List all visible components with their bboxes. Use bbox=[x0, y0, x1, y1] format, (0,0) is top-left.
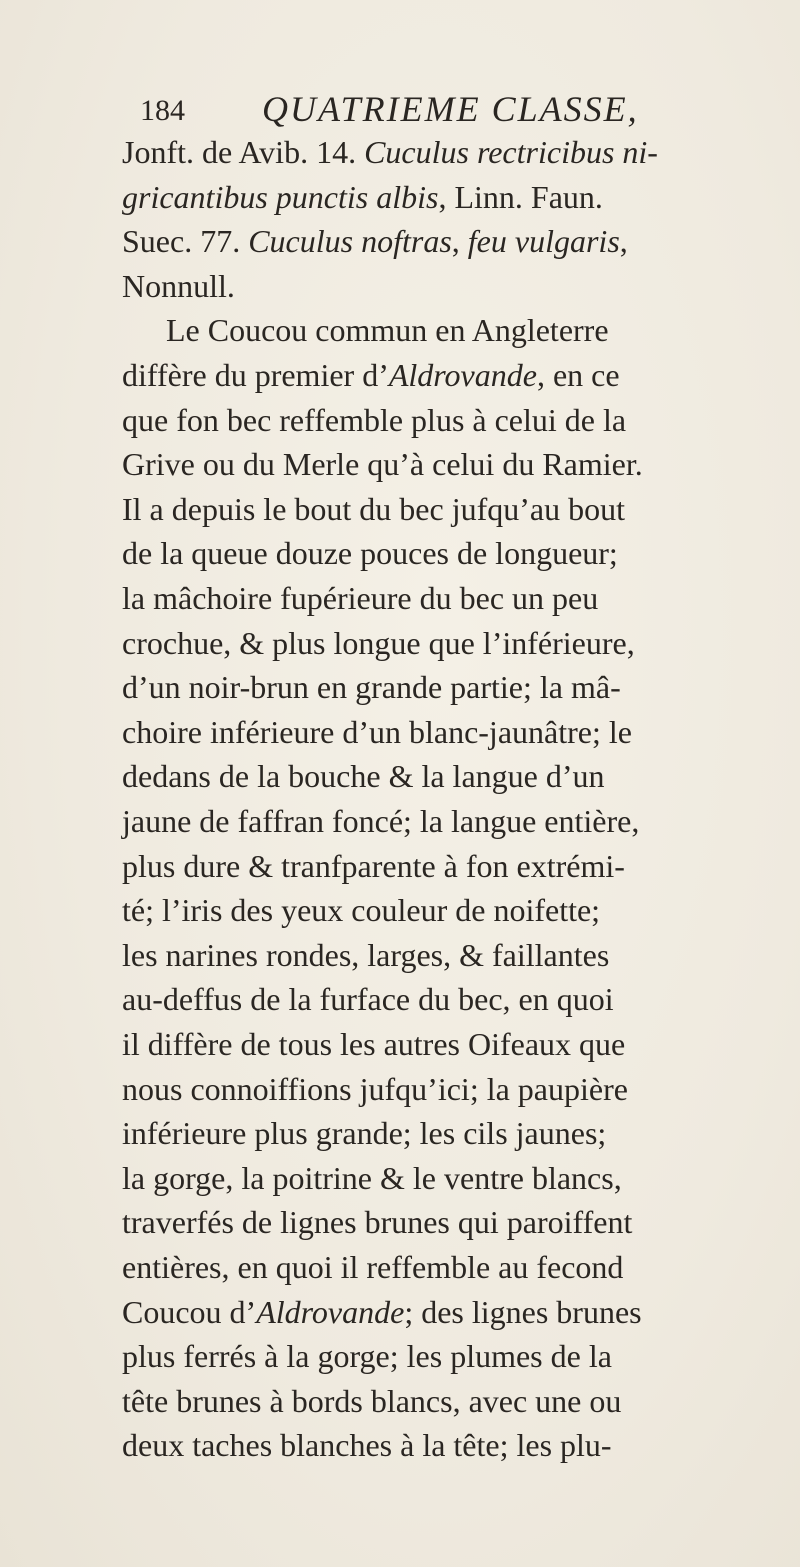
text-line bbox=[122, 398, 626, 442]
text-line bbox=[122, 1379, 621, 1423]
text-line bbox=[122, 1111, 606, 1155]
text-line bbox=[122, 1022, 625, 1066]
text-line bbox=[122, 1423, 612, 1467]
text-line bbox=[122, 531, 618, 575]
text-segment: Coucou d’ bbox=[122, 1293, 257, 1330]
text-line bbox=[122, 576, 598, 620]
text-line bbox=[122, 1067, 628, 1111]
text-line bbox=[122, 219, 628, 263]
text-segment: , en ce bbox=[536, 357, 620, 393]
text-line bbox=[122, 1290, 642, 1334]
text-segment: que fon bec reffemble plus à celui de la bbox=[122, 401, 627, 438]
text-segment: Le Coucou commun en Angleterre bbox=[166, 312, 609, 349]
text-line bbox=[122, 353, 620, 397]
text-segment: , bbox=[451, 223, 468, 260]
text-line bbox=[122, 888, 600, 932]
text-line bbox=[122, 442, 643, 486]
text-segment: entières, en quoi il reffemble au fecond bbox=[122, 1249, 624, 1285]
text-segment: crochue, & plus longue que l’inférieure, bbox=[122, 624, 635, 661]
text-segment: jaune de faffran foncé; la langue entière, bbox=[122, 803, 640, 839]
text-segment: les narines rondes, larges, & faillantes bbox=[122, 936, 610, 973]
text-segment: deux taches blanches à la tête; les plu- bbox=[122, 1427, 612, 1464]
text-line bbox=[122, 844, 625, 888]
text-segment: nous connoiffions jufqu’ici; la paupière bbox=[122, 1070, 628, 1107]
italic-text: Aldrovande bbox=[256, 1293, 405, 1330]
text-segment: plus ferrés à la gorge; les plumes de la bbox=[122, 1338, 612, 1375]
text-line bbox=[122, 621, 635, 665]
text-line bbox=[122, 264, 235, 308]
text-segment: la gorge, la poitrine & le ventre blancs, bbox=[122, 1159, 622, 1196]
text-line bbox=[122, 665, 621, 709]
text-line bbox=[122, 1156, 622, 1200]
text-segment: inférieure plus grande; les cils jaunes; bbox=[122, 1115, 607, 1152]
text-segment: té; l’iris des yeux couleur de noifette; bbox=[122, 892, 601, 929]
text-line bbox=[122, 130, 658, 174]
page-number: 184 bbox=[140, 94, 185, 127]
text-line bbox=[122, 977, 614, 1021]
text-line bbox=[122, 933, 609, 977]
text-segment: diffère du premier d’ bbox=[122, 357, 389, 393]
text-segment: traverfés de lignes brunes qui paroiffent bbox=[122, 1204, 633, 1241]
text-line bbox=[122, 175, 603, 219]
text-segment: choire inférieure d’un blanc-jaunâtre; le bbox=[122, 713, 632, 750]
text-segment: il diffère de tous les autres Oifeaux que bbox=[122, 1026, 626, 1062]
italic-text: feu vulgaris bbox=[467, 223, 620, 260]
text-line bbox=[166, 308, 609, 352]
text-line bbox=[122, 1245, 623, 1289]
text-segment: dedans de la bouche & la langue d’un bbox=[122, 758, 605, 795]
running-title: QUATRIEME CLASSE, bbox=[262, 89, 639, 129]
text-segment: Suec. 77. bbox=[122, 223, 249, 260]
italic-text: gricantibus punctis albis bbox=[122, 178, 439, 215]
text-segment: plus dure & tranfparente à fon extrémi- bbox=[122, 847, 625, 884]
text-segment: d’un noir-brun en grande partie; la mâ- bbox=[122, 669, 621, 706]
text-segment: , bbox=[619, 223, 628, 260]
text-segment: ; des lignes brunes bbox=[404, 1293, 642, 1330]
text-line bbox=[122, 710, 632, 754]
text-segment: la mâchoire fupérieure du bec un peu bbox=[122, 580, 599, 616]
text-line bbox=[122, 799, 639, 843]
text-line bbox=[122, 1200, 632, 1244]
text-segment: tête brunes à bords blancs, avec une ou bbox=[122, 1382, 622, 1419]
italic-text: Cuculus rectricibus ni- bbox=[364, 134, 658, 170]
text-segment: Jonft. de Avib. 14. bbox=[122, 134, 365, 170]
italic-text: Cuculus noftras bbox=[248, 223, 452, 260]
text-segment: au-deffus de la furface du bec, en quoi bbox=[122, 981, 614, 1018]
text-segment: , Linn. Faun. bbox=[438, 178, 603, 215]
text-line bbox=[122, 487, 625, 531]
text-line bbox=[122, 754, 605, 798]
text-segment: Il a depuis le bout du bec jufqu’au bout bbox=[122, 490, 625, 527]
text-segment: Nonnull. bbox=[122, 267, 235, 304]
text-segment: de la queue douze pouces de longueur; bbox=[122, 535, 618, 572]
text-line bbox=[122, 1334, 612, 1378]
text-segment: Grive ou du Merle qu’à celui du Ramier. bbox=[122, 446, 643, 483]
italic-text: Aldrovande bbox=[388, 357, 537, 393]
